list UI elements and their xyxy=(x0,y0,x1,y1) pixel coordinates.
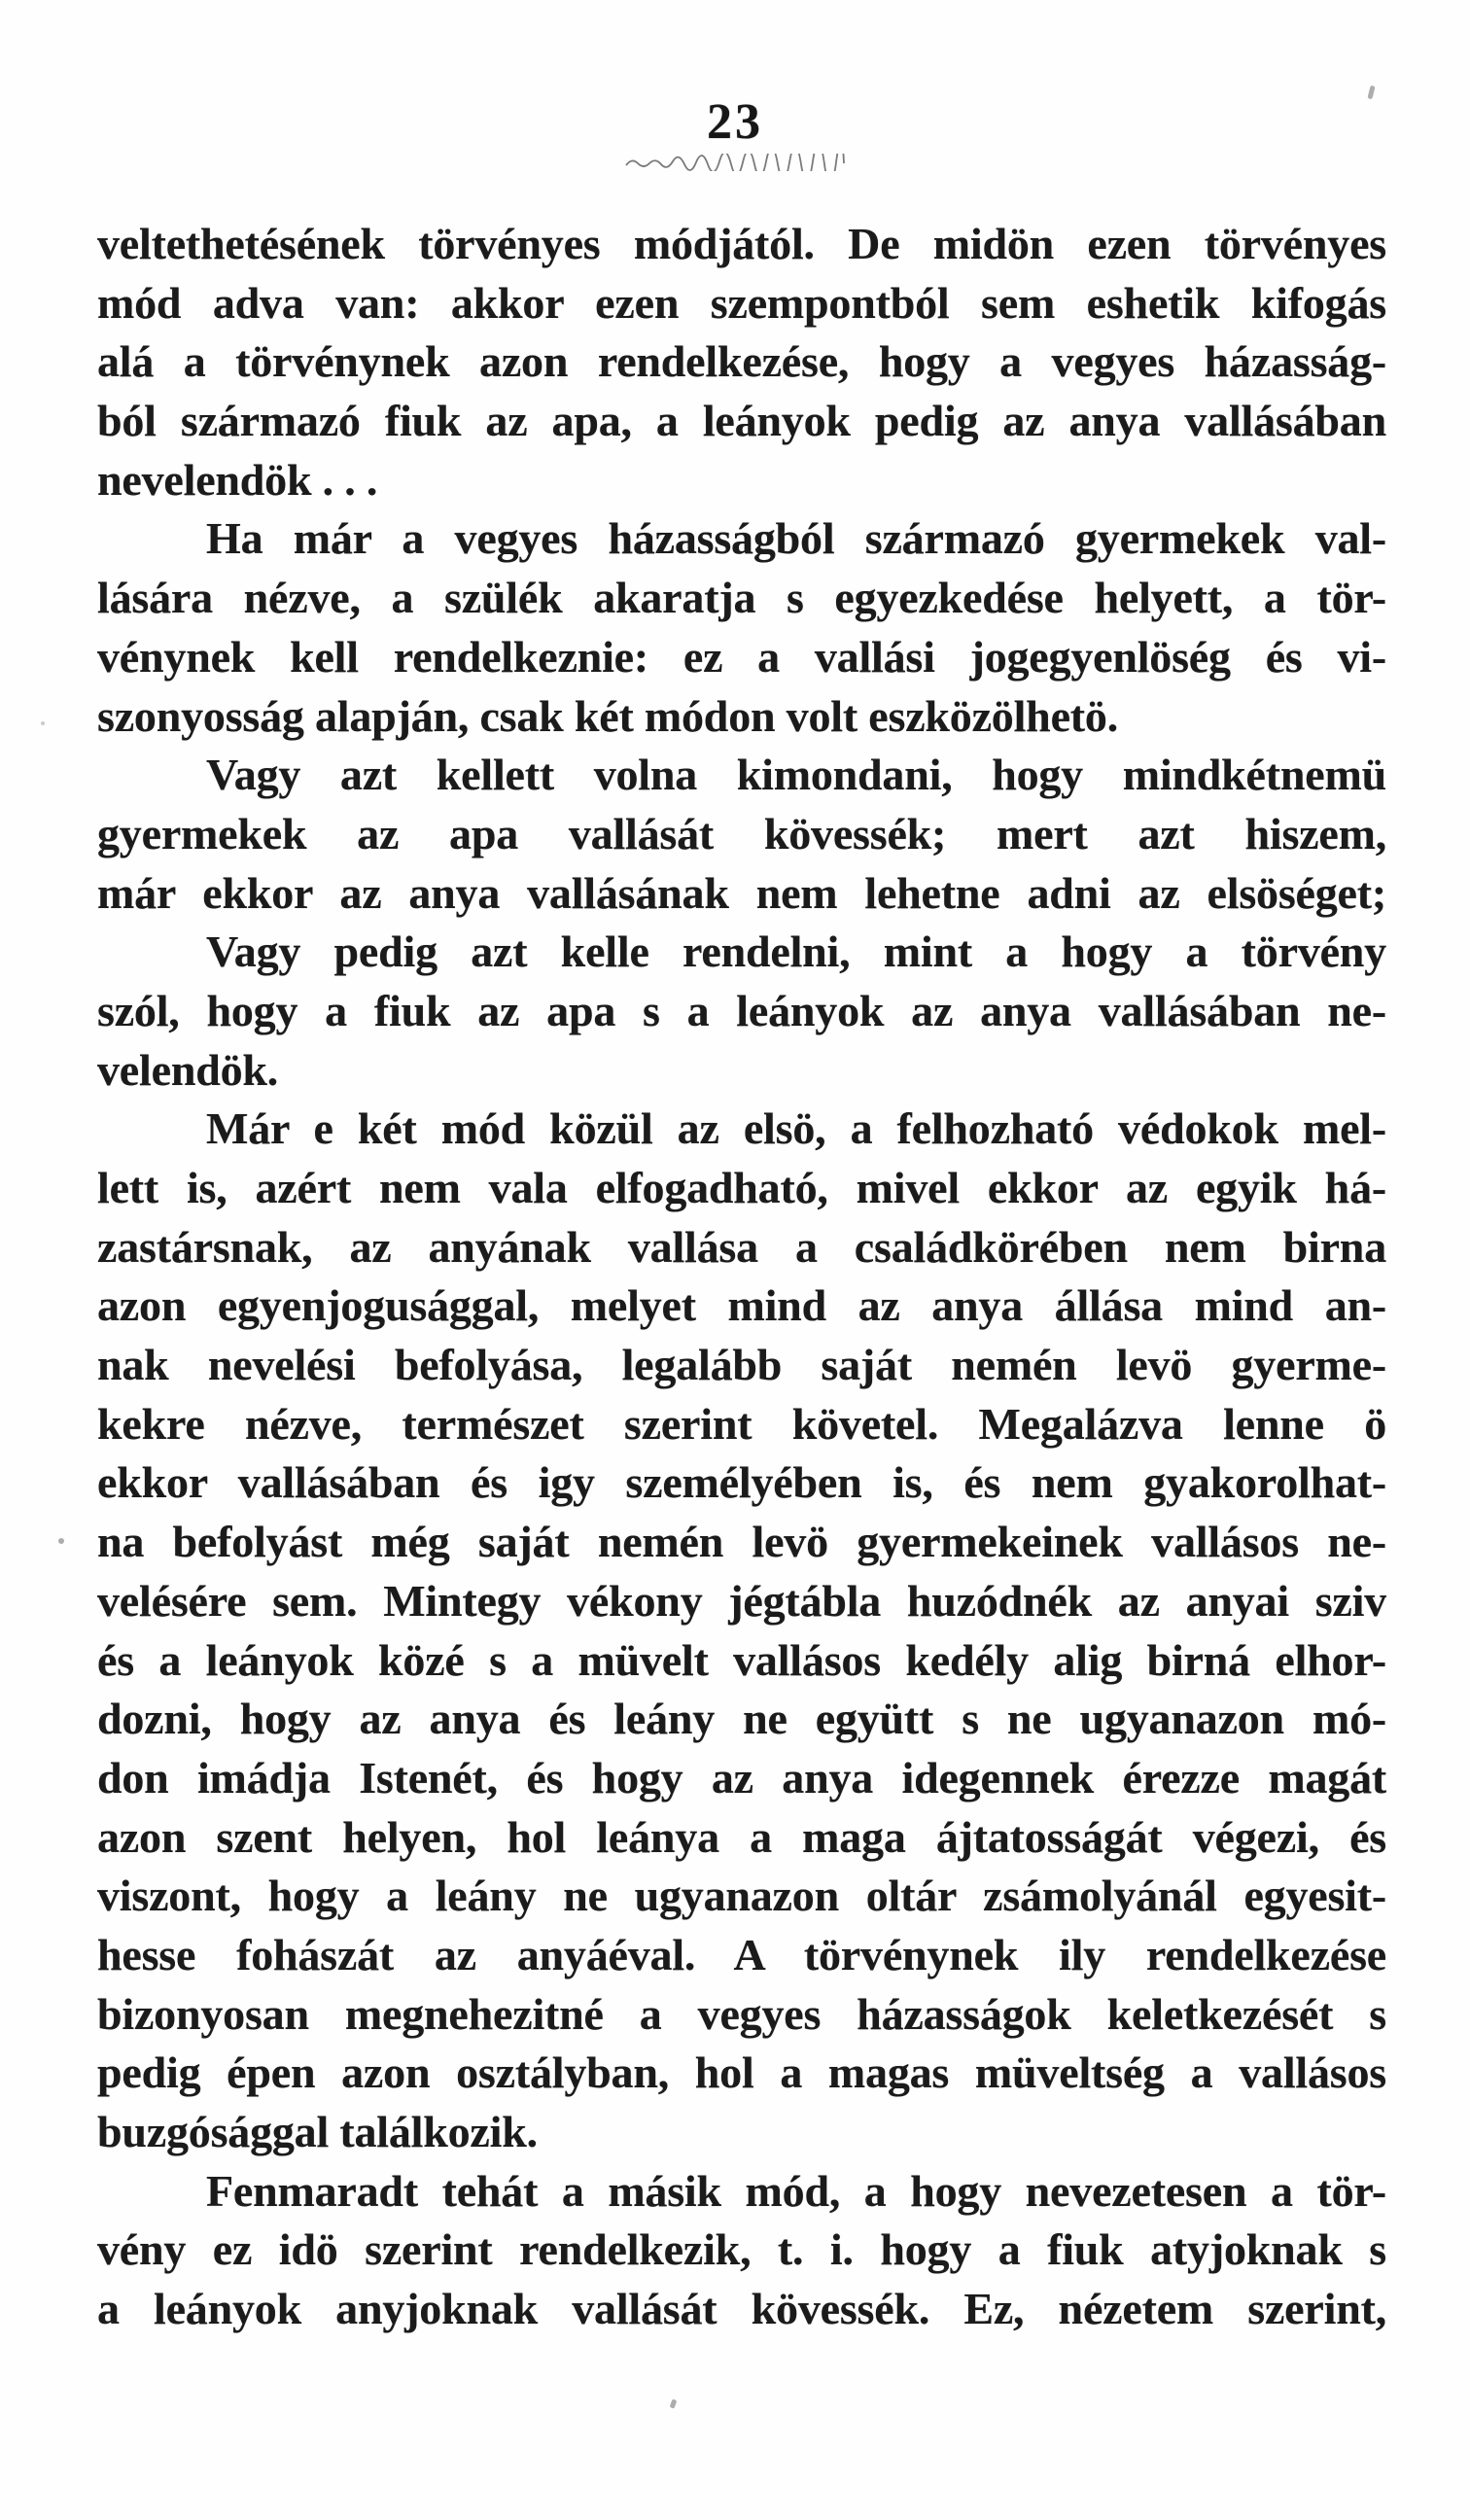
text-line: dozni, hogy az anya és leány ne együtt s ne ugyanazon mó- xyxy=(97,1694,1386,1744)
text-line: már ekkor az anya vallásának nem lehetne adni az elsöséget; xyxy=(97,867,1386,918)
text-line: vénynek kell rendelkeznie: ez a vallási jogegyenlöség és vi- xyxy=(97,631,1386,682)
text-line: don imádja Istenét, és hogy az anya idegennek érezze magát xyxy=(97,1752,1386,1802)
text-line: zastársnak, az anyának vallása a családkörében nem birna xyxy=(97,1221,1386,1272)
text-line: Ha már a vegyes házasságból származó gyermekek val- xyxy=(206,513,1386,564)
text-line: buzgósággal találkozik. xyxy=(97,2107,538,2156)
text-line: Vagy pedig azt kelle rendelni, mint a hogy a törvény xyxy=(206,927,1386,977)
text-line: és a leányok közé s a müvelt vallásos kedély alig birná elhor- xyxy=(97,1634,1386,1685)
text-line: azon szent helyen, hol leánya a maga ájtatosságát végezi, és xyxy=(97,1811,1386,1862)
text-line: azon egyenjogusággal, melyet mind az anya állása mind an- xyxy=(97,1280,1386,1331)
text-line: pedig épen azon osztályban, hol a magas müveltség a vallásos xyxy=(97,2048,1386,2098)
text-line: nevelendök . . . xyxy=(97,454,378,505)
text-line: kekre nézve, természet szerint követel. Megalázva lenne ö xyxy=(97,1398,1386,1449)
text-line: a leányok anyjoknak vallását kövessék. Ez, nézetem szerint, xyxy=(97,2284,1386,2334)
text-line: velendök. xyxy=(97,1044,279,1095)
text-line: szól, hogy a fiuk az apa s a leányok az anya vallásában ne- xyxy=(97,985,1386,1035)
ornamental-rule xyxy=(622,154,848,171)
text-line: velésére sem. Mintegy vékony jégtábla huzódnék az anyai sziv xyxy=(97,1575,1386,1626)
text-line: Már e két mód közül az elsö, a felhozható védokok mel- xyxy=(206,1103,1386,1154)
text-line: Fenmaradt tehát a másik mód, a hogy nevezetesen a tör- xyxy=(206,2165,1386,2216)
text-line: hesse fohászát az anyáéval. A törvénynek ily rendelkezése xyxy=(97,1929,1386,1979)
scan-artifact xyxy=(41,721,45,725)
text-line: alá a törvénynek azon rendelkezése, hogy a vegyes házasság- xyxy=(97,336,1386,387)
page-number: 23 xyxy=(707,94,763,150)
text-line: gyermekek az apa vallását kövessék; mert azt hiszem, xyxy=(97,808,1386,858)
text-line: na befolyást még saját nemén levö gyermekeinek vallásos ne- xyxy=(97,1517,1386,1567)
scan-artifact xyxy=(58,1538,64,1544)
text-line: veltethetésének törvényes módjától. De midön ezen törvényes xyxy=(97,219,1386,268)
text-line: Vagy azt kellett volna kimondani, hogy mindkétnemü xyxy=(206,750,1386,800)
scan-artifact xyxy=(670,2398,678,2408)
text-line: lására nézve, a szülék akaratja s egyezkedése helyett, a tör- xyxy=(97,573,1386,623)
text-line: vény ez idö szerint rendelkezik, t. i. hogy a fiuk atyjoknak s xyxy=(97,2224,1386,2275)
text-line: ból származó fiuk az apa, a leányok pedig az anya vallásában xyxy=(97,396,1386,446)
text-line: bizonyosan megnehezitné a vegyes házasságok keletkezését s xyxy=(97,1988,1386,2039)
text-line: lett is, azért nem vala elfogadható, mivel ekkor az egyik há- xyxy=(97,1163,1386,1212)
body-text xyxy=(97,215,1386,2339)
text-line: ekkor vallásában és igy személyében is, és nem gyakorolhat- xyxy=(97,1457,1386,1508)
text-line: mód adva van: akkor ezen szempontból sem eshetik kifogás xyxy=(97,277,1386,328)
text-line: viszont, hogy a leány ne ugyanazon oltár zsámolyánál egyesit- xyxy=(97,1871,1386,1921)
text-line: szonyosság alapján, csak két módon volt eszközölhetö. xyxy=(97,690,1119,741)
text-line: nak nevelési befolyása, legalább saját nemén levö gyerme- xyxy=(97,1340,1386,1390)
